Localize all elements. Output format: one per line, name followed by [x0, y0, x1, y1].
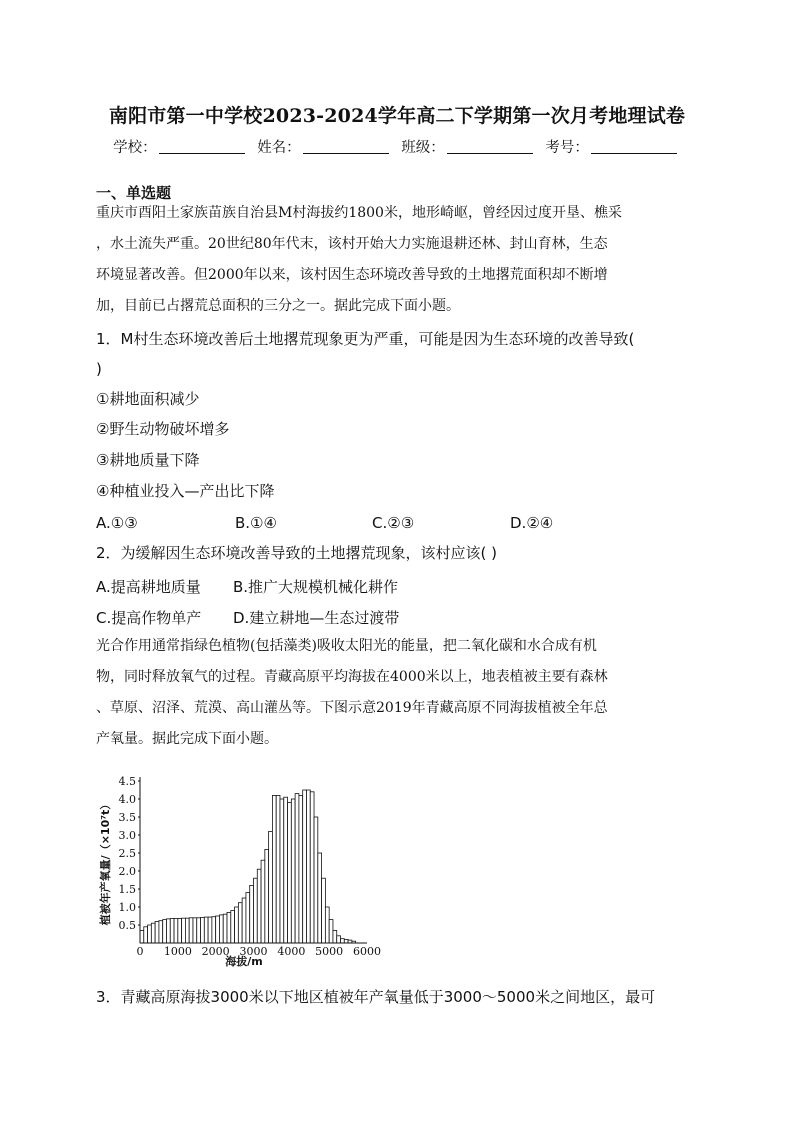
- q1-option-b[interactable]: B.①④: [235, 514, 277, 532]
- chart-bar: [329, 920, 333, 943]
- exam-title: 南阳市第一中学校2023-2024学年高二下学期第一次月考地理试卷: [108, 105, 686, 127]
- q2-option-d[interactable]: D.建立耕地—生态过渡带: [233, 609, 400, 627]
- chart-bar: [318, 853, 322, 943]
- passage-1: [96, 198, 700, 322]
- y-tick-label: 0.5: [118, 919, 136, 932]
- class-label: 班级：: [401, 140, 445, 156]
- school-label: 学校：: [113, 140, 157, 156]
- chart-bar: [208, 917, 212, 943]
- chart-bar: [280, 799, 284, 943]
- passage-1-line: 环境显著改善。但2000年以来，该村因生态环境改善导致的土地撂荒面积却不断增: [96, 267, 608, 283]
- chart-bars: [140, 790, 356, 943]
- chart-bar: [166, 919, 170, 943]
- chart-bar: [193, 918, 197, 943]
- x-tick-label: 2000: [201, 945, 230, 958]
- chart-bar: [151, 923, 155, 943]
- x-tick-label: 0: [136, 945, 144, 958]
- y-axis-label: 植被年产氧量/（×10⁷t）: [99, 798, 112, 926]
- passage-2-line: 光合作用通常指绿色植物(包括藻类)吸收太阳光的能量，把二氧化碳和水合成有机: [96, 638, 597, 654]
- y-tick-label: 4.5: [118, 775, 136, 788]
- number-blank[interactable]: [591, 139, 677, 154]
- chart-bar: [227, 912, 231, 943]
- chart-bar: [212, 917, 216, 943]
- chart-bar: [269, 831, 273, 943]
- chart-bar: [242, 898, 246, 943]
- y-tick-label: 3.0: [118, 829, 136, 842]
- chart-bar: [163, 920, 167, 943]
- chart-bar: [178, 919, 182, 943]
- chart-bar: [219, 915, 223, 943]
- y-tick-label: 1.0: [118, 901, 136, 914]
- chart-bar: [159, 921, 163, 943]
- question-1-item: ③耕地质量下降: [96, 451, 200, 469]
- chart-bar: [322, 878, 326, 943]
- chart-bar: [246, 893, 250, 943]
- x-tick-label: 1000: [163, 945, 192, 958]
- x-tick-label: 4000: [277, 945, 306, 958]
- chart-bar: [170, 919, 174, 943]
- chart-bar: [265, 849, 269, 943]
- y-tick-label: 2.0: [118, 865, 136, 878]
- chart-bar: [337, 936, 341, 943]
- chart-bar: [223, 914, 227, 943]
- chart-bar: [185, 918, 189, 943]
- y-tick-labels: [119, 775, 141, 932]
- question-1-item: ①耕地面积减少: [96, 390, 200, 408]
- chart-bar: [288, 803, 292, 943]
- question-1-stem: 1．M村生态环境改善后土地撂荒现象更为严重，可能是因为生态环境的改善导致(: [96, 330, 635, 348]
- chart-bar: [306, 790, 310, 943]
- chart-bar: [257, 869, 261, 943]
- y-tick-label: 4.0: [118, 793, 136, 806]
- x-axis-label: 海拔/m: [225, 955, 263, 968]
- chart-bar: [325, 907, 329, 943]
- q2-option-b[interactable]: B.推广大规模机械化耕作: [233, 578, 399, 596]
- chart-bar: [231, 911, 235, 943]
- passage-2-line: 产氧量。据此完成下面小题。: [96, 731, 278, 747]
- chart-bar: [272, 795, 276, 943]
- q2-option-a[interactable]: A.提高耕地质量: [96, 578, 201, 596]
- chart-bar: [189, 918, 193, 943]
- y-tick-label: 1.5: [118, 883, 136, 896]
- chart-bar: [254, 878, 258, 943]
- x-tick-label: 5000: [315, 945, 344, 958]
- chart-bar: [204, 917, 208, 943]
- student-info-row: [0, 136, 794, 157]
- passage-2-line: 物，同时释放氧气的过程。青藏高原平均海拔在4000米以上，地表植被主要有森林: [96, 669, 608, 685]
- x-tick-label: 3000: [239, 945, 268, 958]
- chart-bar: [276, 795, 280, 943]
- chart-bar: [155, 921, 159, 943]
- class-blank[interactable]: [447, 139, 533, 154]
- q2-option-c[interactable]: C.提高作物单产: [96, 609, 202, 627]
- q1-option-d[interactable]: D.②④: [510, 514, 554, 532]
- chart-bar: [201, 917, 205, 943]
- chart-bar: [148, 925, 152, 943]
- chart-bar: [344, 939, 348, 943]
- y-tick-label: 3.5: [118, 811, 136, 824]
- chart-bar: [250, 885, 254, 943]
- number-label: 考号：: [545, 140, 589, 156]
- chart-bar: [314, 817, 318, 943]
- chart-bar: [261, 860, 265, 943]
- chart-bar: [182, 918, 186, 943]
- question-1-stem-end: ): [96, 360, 102, 378]
- chart-bar: [238, 903, 242, 943]
- passage-2-line: 、草原、沼泽、荒漠、高山灌丛等。下图示意2019年青藏高原不同海拔植被全年总: [96, 700, 608, 716]
- oxygen-by-elevation-chart: [96, 768, 396, 978]
- q1-option-c[interactable]: C.②③: [372, 514, 415, 532]
- chart-bar: [144, 927, 148, 943]
- name-blank[interactable]: [303, 139, 389, 154]
- chart-bar: [303, 790, 307, 943]
- chart-bar: [295, 794, 299, 943]
- chart-bar: [291, 799, 295, 943]
- question-2-stem: 2．为缓解因生态环境改善导致的土地撂荒现象，该村应该( ): [96, 544, 498, 562]
- chart-bar: [197, 918, 201, 943]
- chart-bar: [216, 916, 220, 943]
- name-label: 姓名：: [257, 140, 301, 156]
- chart-bar: [341, 939, 345, 943]
- x-tick-label: 6000: [353, 945, 381, 958]
- q1-option-a[interactable]: A.①③: [96, 514, 138, 532]
- y-tick-label: 2.5: [118, 847, 136, 860]
- passage-1-line: ，水土流失严重。20世纪80年代末，该村开始大力实施退耕还林、封山育林，生态: [96, 236, 608, 252]
- chart-bar: [235, 907, 239, 943]
- chart-bar: [333, 930, 337, 943]
- section-heading: 一、单选题: [96, 184, 172, 202]
- chart-bar: [174, 919, 178, 943]
- chart-bar: [140, 930, 144, 943]
- passage-1-line: 重庆市酉阳土家族苗族自治县M村海拔约1800米，地形崎岖，曾经因过度开垦、樵采: [96, 205, 622, 221]
- question-1-item: ②野生动物破坏增多: [96, 420, 230, 438]
- question-1-item: ④种植业投入—产出比下降: [96, 482, 275, 500]
- passage-1-line: 加，目前已占撂荒总面积的三分之一。据此完成下面小题。: [96, 298, 460, 314]
- passage-2: [96, 631, 700, 755]
- school-blank[interactable]: [159, 139, 245, 154]
- question-3-stem: 3．青藏高原海拔3000米以下地区植被年产氧量低于3000～5000米之间地区，最可: [96, 988, 656, 1006]
- chart-bar: [310, 792, 314, 943]
- chart-bar: [284, 797, 288, 943]
- chart-bar: [299, 795, 303, 943]
